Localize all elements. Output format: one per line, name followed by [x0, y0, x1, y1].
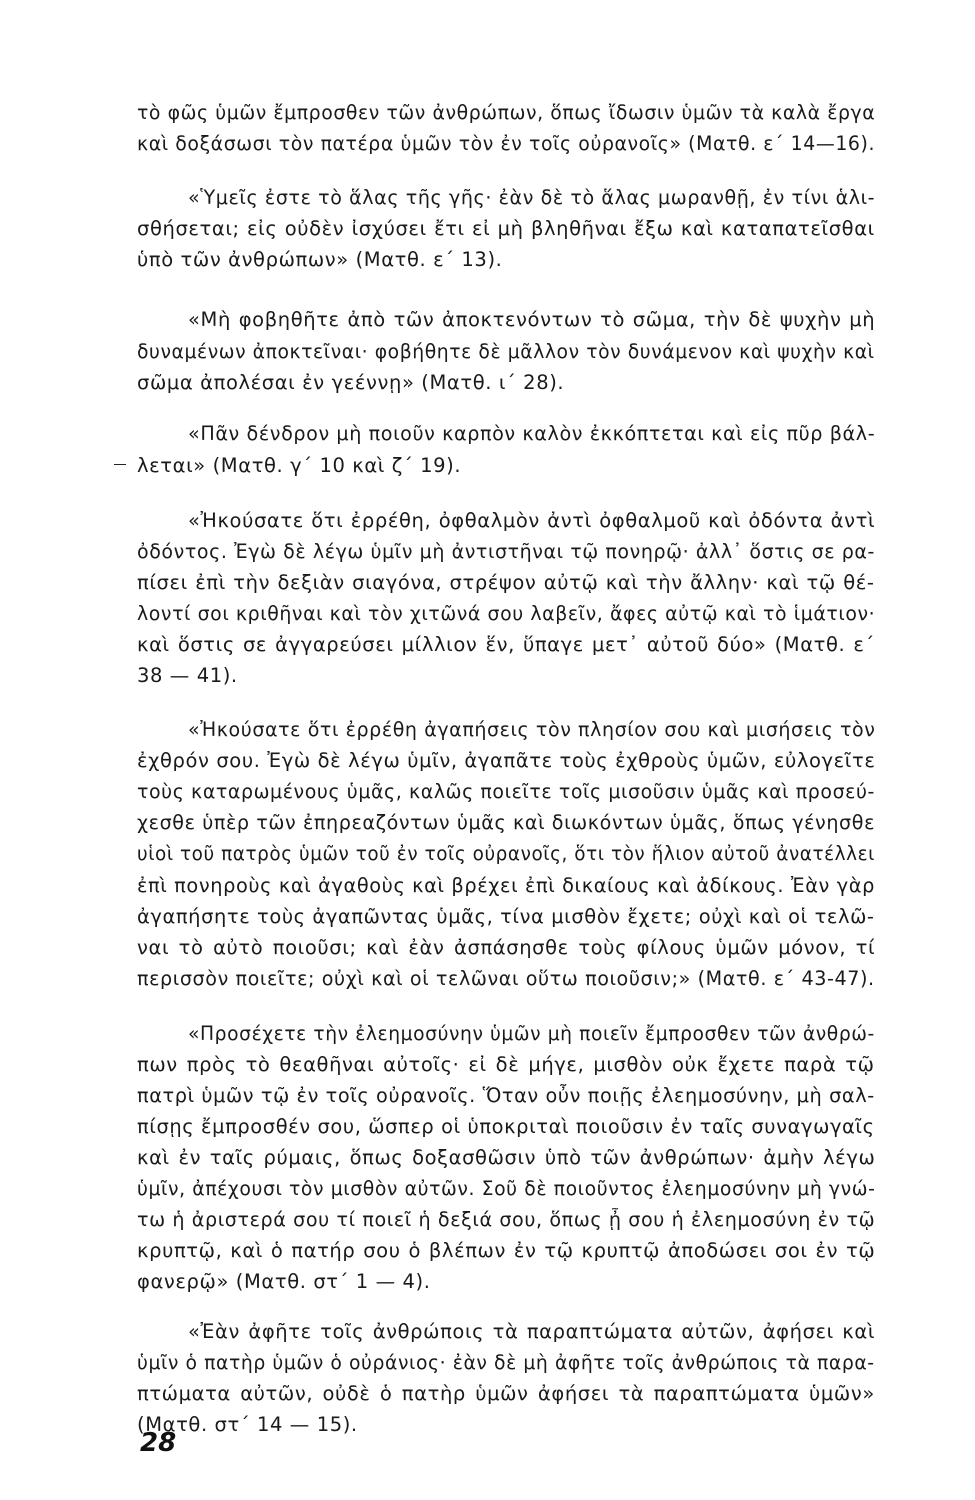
- text-line: περισσὸν ποιεῖτε; οὐχὶ καὶ οἱ τελῶναι οὕτω ποιοῦσιν;» (Ματθ. ε΄ 43-47).: [137, 967, 875, 990]
- page-number: 28: [140, 1428, 177, 1458]
- text-line: «Προσέχετε τὴν ἐλεημοσύνην ὑμῶν μὴ ποιεῖν ἔμπροσθεν τῶν ἀνθρώ-: [188, 1022, 875, 1045]
- text-line: «Ἠκούσατε ὅτι ἐρρέθη, ὀφθαλμὸν ἀντὶ ὀφθαλμοῦ καὶ ὀδόντα ἀντὶ: [188, 509, 876, 532]
- text-line: τω ἡ ἀριστερά σου τί ποιεῖ ἡ δεξιά σου, ὅπως ᾖ σου ἡ ἐλεημοσύνη ἐν τῷ: [137, 1208, 876, 1231]
- text-line: σῶμα ἀπολέσαι ἐν γεέννῃ» (Ματθ. ι΄ 28).: [137, 371, 565, 394]
- text-line: «Μὴ φοβηθῆτε ἀπὸ τῶν ἀποκτενόντων τὸ σῶμα, τὴν δὲ ψυχὴν μὴ: [188, 308, 876, 331]
- text-line: υἱοὶ τοῦ πατρὸς ὑμῶν τοῦ ἐν τοῖς οὐρανοῖς, ὅτι τὸν ἥλιον αὐτοῦ ἀνατέλλει: [137, 842, 875, 865]
- text-line: ὑμῖν ὁ πατὴρ ὑμῶν ὁ οὐράνιος· ἐὰν δὲ μὴ ἀφῆτε τοῖς ἀνθρώποις τὰ παρα-: [137, 1351, 875, 1374]
- text-line: ὑμῖν, ἀπέχουσι τὸν μισθὸν αὐτῶν. Σοῦ δὲ ποιοῦντος ἐλεημοσύνην μὴ γνώ-: [137, 1177, 876, 1200]
- text-line: σθήσεται; εἰς οὐδὲν ἰσχύσει ἔτι εἰ μὴ βληθῆναι ἔξω καὶ καταπατεῖσθαι: [137, 217, 875, 240]
- text-line: κρυπτῷ, καὶ ὁ πατήρ σου ὁ βλέπων ἐν τῷ κρυπτῷ ἀποδώσει σοι ἐν τῷ: [137, 1239, 876, 1262]
- text-line: φανερῷ» (Ματθ. στ΄ 1 — 4).: [137, 1270, 431, 1293]
- text-line: πατρὶ ὑμῶν τῷ ἐν τοῖς οὐρανοῖς. Ὅταν οὖν ποιῇς ἐλεημοσύνην, μὴ σαλ-: [137, 1084, 875, 1107]
- text-line: λεται» (Ματθ. γ΄ 10 καὶ ζ΄ 19).: [137, 454, 462, 477]
- text-line: καὶ ὅστις σε ἀγγαρεύσει μίλλιον ἕν, ὕπαγε μετ᾽ αὐτοῦ δύο» (Ματθ. ε΄: [137, 633, 875, 656]
- text-line: «Πᾶν δένδρον μὴ ποιοῦν καρπὸν καλὸν ἐκκόπτεται καὶ εἰς πῦρ βάλ-: [188, 422, 876, 445]
- text-line: πων πρὸς τὸ θεαθῆναι αὐτοῖς· εἰ δὲ μήγε, μισθὸν οὐκ ἔχετε παρὰ τῷ: [137, 1053, 875, 1076]
- margin-mark: [114, 464, 126, 465]
- text-line: πίσῃς ἔμπροσθέν σου, ὥσπερ οἱ ὑποκριταὶ ποιοῦσιν ἐν ταῖς συναγωγαῖς: [137, 1115, 875, 1138]
- text-line: «Ἠκούσατε ὅτι ἐρρέθη ἀγαπήσεις τὸν πλησίον σου καὶ μισήσεις τὸν: [188, 718, 876, 741]
- text-line: χεσθε ὑπὲρ τῶν ἐπηρεαζόντων ὑμᾶς καὶ διωκόντων ὑμᾶς, ὅπως γένησθε: [137, 811, 876, 834]
- text-line: λοντί σοι κριθῆναι καὶ τὸν χιτῶνά σου λαβεῖν, ἄφες αὐτῷ καὶ τὸ ἱμάτιον·: [137, 602, 876, 625]
- text-line: δυναμένων ἀποκτεῖναι· φοβήθητε δὲ μᾶλλον τὸν δυνάμενον καὶ ψυχὴν καὶ: [137, 340, 875, 363]
- text-line: ἀγαπήσητε τοὺς ἀγαπῶντας ὑμᾶς, τίνα μισθὸν ἔχετε; οὐχὶ καὶ οἱ τελῶ-: [137, 905, 875, 928]
- text-line: ὑπὸ τῶν ἀνθρώπων» (Ματθ. ε΄ 13).: [137, 248, 503, 271]
- text-line: 38 — 41).: [137, 664, 238, 687]
- text-line: τοὺς καταρωμένους ὑμᾶς, καλῶς ποιεῖτε τοῖς μισοῦσιν ὑμᾶς καὶ προσεύ-: [137, 780, 875, 803]
- text-line: καὶ δοξάσωσι τὸν πατέρα ὑμῶν τὸν ἐν τοῖς οὐρανοῖς» (Ματθ. ε΄ 14—16).: [137, 132, 876, 155]
- text-line: ὀδόντος. Ἐγὼ δὲ λέγω ὑμῖν μὴ ἀντιστῆναι τῷ πονηρῷ· ἀλλ᾽ ὅστις σε ρα-: [137, 540, 875, 563]
- text-line: «Ἐὰν ἀφῆτε τοῖς ἀνθρώποις τὰ παραπτώματα αὐτῶν, ἀφήσει καὶ: [188, 1320, 876, 1343]
- text-line: «Ὑμεῖς ἐστε τὸ ἅλας τῆς γῆς· ἐὰν δὲ τὸ ἅλας μωρανθῇ, ἐν τίνι ἁλι-: [188, 186, 876, 209]
- text-line: ἐχθρόν σου. Ἐγὼ δὲ λέγω ὑμῖν, ἀγαπᾶτε τοὺς ἐχθροὺς ὑμῶν, εὐλογεῖτε: [137, 749, 876, 772]
- text-line: τὸ φῶς ὑμῶν ἔμπροσθεν τῶν ἀνθρώπων, ὅπως ἴδωσιν ὑμῶν τὰ καλὰ ἔργα: [137, 101, 876, 124]
- text-line: καὶ ἐν ταῖς ρύμαις, ὅπως δοξασθῶσιν ὑπὸ τῶν ἀνθρώπων· ἀμὴν λέγω: [137, 1146, 876, 1169]
- text-line: ναι τὸ αὐτὸ ποιοῦσι; καὶ ἐὰν ἀσπάσησθε τοὺς φίλους ὑμῶν μόνον, τί: [137, 936, 876, 959]
- text-line: ἐπὶ πονηροὺς καὶ ἀγαθοὺς καὶ βρέχει ἐπὶ δικαίους καὶ ἀδίκους. Ἐὰν γὰρ: [137, 874, 875, 897]
- text-line: (Ματθ. στ΄ 14 — 15).: [137, 1413, 358, 1436]
- text-line: πτώματα αὐτῶν, οὐδὲ ὁ πατὴρ ὑμῶν ἀφήσει τὰ παραπτώματα ὑμῶν»: [137, 1382, 875, 1405]
- text-line: πίσει ἐπὶ τὴν δεξιὰν σιαγόνα, στρέψον αὐτῷ καὶ τὴν ἄλλην· καὶ τῷ θέ-: [137, 571, 875, 594]
